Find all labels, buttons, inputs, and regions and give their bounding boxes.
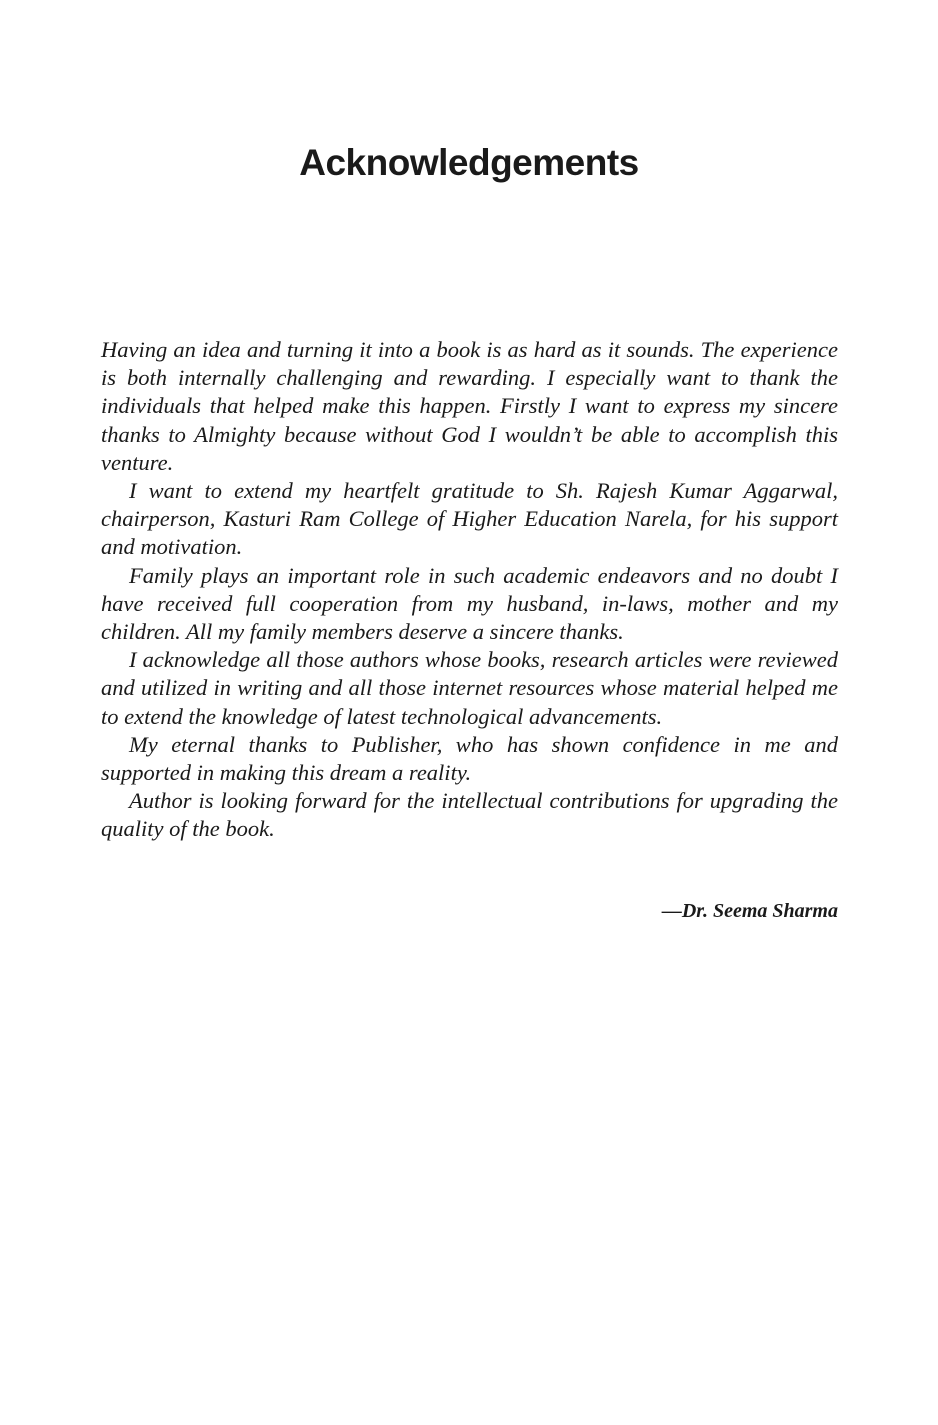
paragraph-2: I want to extend my heartfelt gratitude to Sh. Rajesh Kumar Aggarwal, chairperson, Kasturi Ram College of Higher Education Narela, for his support and motivation. (101, 478, 838, 560)
author-signature: —Dr. Seema Sharma (661, 900, 838, 922)
paragraph-6: Author is looking forward for the intellectual contributions for upgrading the quality of the book. (101, 788, 838, 842)
page-title: Acknowledgements (299, 142, 639, 183)
acknowledgement-body (101, 336, 838, 844)
paragraph-1: Having an idea and turning it into a book is as hard as it sounds. The experience is both internally challenging and rewarding. I especially want to thank the individuals that helped make this happen. Firstly I want to express my sincere thanks to Almighty because without God I wouldn’t be able to accomplish this venture. (101, 337, 838, 475)
paragraph-5: My eternal thanks to Publisher, who has shown confidence in me and supported in making this dream a reality. (101, 731, 838, 786)
paragraph-4: I acknowledge all those authors whose books, research articles were reviewed and utilized in writing and all those internet resources whose material helped me to extend the knowledge of latest technological advancements. (101, 647, 838, 729)
paragraph-3: Family plays an important role in such academic endeavors and no doubt I have received full cooperation from my husband, in-laws, mother and my children. All my family members deserve a sincere thanks. (101, 562, 838, 645)
